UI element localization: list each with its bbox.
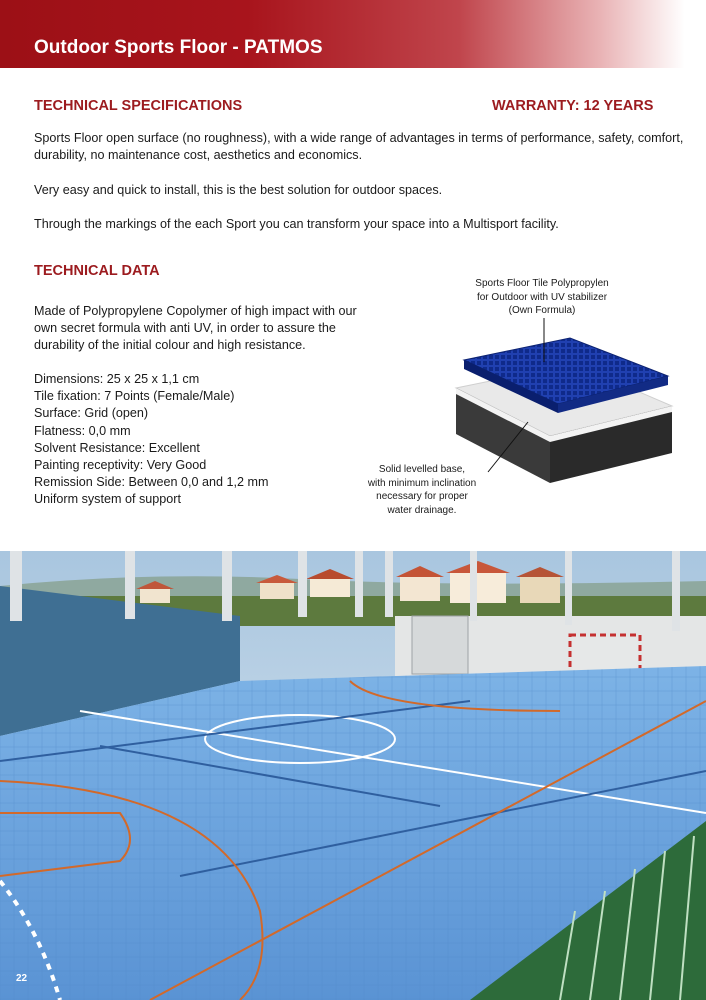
warranty-heading: WARRANTY: 12 YEARS [492, 98, 654, 114]
spec-paragraph-3: Through the markings of the each Sport you can transform your space into a Multisport facility. [34, 217, 559, 231]
technical-specifications-heading: TECHNICAL SPECIFICATIONS [34, 98, 243, 114]
outdoor-court-photo [0, 551, 706, 1000]
spec-item-painting-receptivity: Painting receptivity: Very Good [34, 458, 207, 473]
spec-item-solvent-resistance: Solvent Resistance: Excellent [34, 440, 200, 455]
spec-item-tile-fixation: Tile fixation: 7 Points (Female/Male) [34, 389, 235, 404]
spec-item-dimensions: Dimensions: 25 x 25 x 1,1 cm [34, 372, 200, 386]
spec-paragraph-2: Very easy and quick to install, this is the best solution for outdoor spaces. [34, 183, 443, 197]
technical-data-heading: TECHNICAL DATA [34, 263, 160, 279]
spec-item-flatness: Flatness: 0,0 mm [34, 423, 131, 438]
page-title: Outdoor Sports Floor - PATMOS [34, 37, 323, 58]
spec-item-support: Uniform system of support [34, 492, 181, 507]
tile-caption: Sports Floor Tile Polypropylen for Outdoor with UV stabilizer (Own Formula) [475, 278, 609, 316]
technical-data-intro: Made of Polypropylene Copolymer of high impact with our own secret formula with anti UV, in order to assure the durability of the initial colour and high resistance. [34, 304, 357, 352]
spec-item-remission-side: Remission Side: Between 0,0 and 1,2 mm [34, 475, 269, 490]
spec-paragraph-1: Sports Floor open surface (no roughness), with a wide range of advantages in terms of performance, safety, comfort, durability, no maintenance cost, aesthetics and economics. [34, 131, 684, 162]
page-number: 22 [16, 973, 28, 984]
tile-base-diagram [440, 318, 690, 493]
base-caption: Solid levelled base, with minimum inclination necessary for proper water drainage. [367, 464, 477, 516]
spec-item-surface: Surface: Grid (open) [34, 406, 149, 421]
technical-data-list [34, 371, 269, 509]
